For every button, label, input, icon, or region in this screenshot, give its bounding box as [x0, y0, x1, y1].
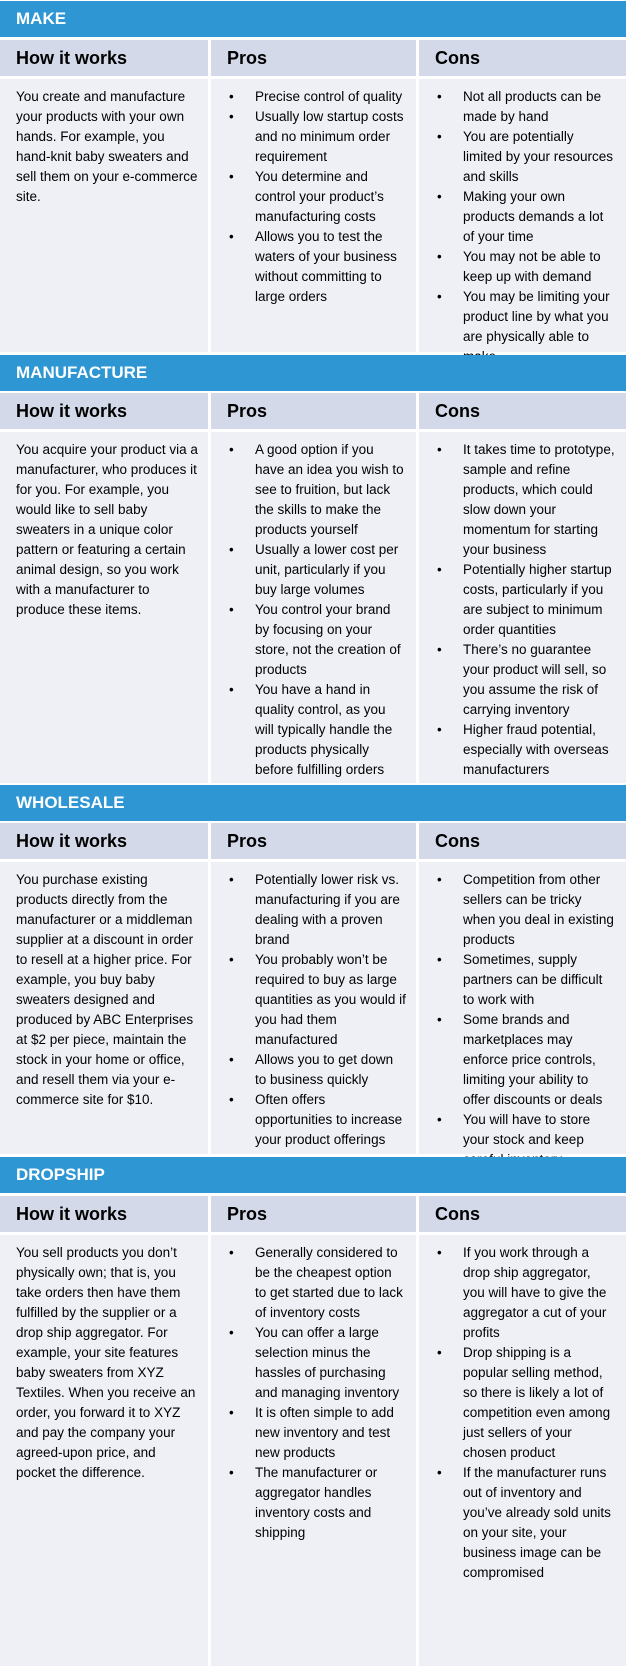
section-title-wholesale: WHOLESALE	[0, 785, 626, 821]
list-item: • Usually a lower cost per unit, particularly if you buy large volumes	[227, 540, 406, 600]
pros-cell	[211, 862, 416, 1154]
pros-cell	[211, 79, 416, 352]
header-pros: Pros	[211, 1196, 416, 1232]
how-it-works-text: You create and manufacture your products with your own hands. For example, you hand-knit baby sweaters and sell them on your e-commerce site.	[0, 79, 208, 352]
list-item: • You have a hand in quality control, as you will typically handle the products physically before fulfilling orders	[227, 680, 406, 780]
list-item: • Not all products can be made by hand	[435, 87, 616, 127]
list-item: • There’s no guarantee your product will sell, so you assume the risk of carrying inventory	[435, 640, 616, 720]
list-item: • Allows you to get down to business quickly	[227, 1050, 406, 1090]
list-item: • Drop shipping is a popular selling method, so there is likely a lot of competition even among just sellers of your chosen product	[435, 1343, 616, 1463]
cons-list	[435, 870, 616, 1170]
section-title-dropship: DROPSHIP	[0, 1157, 626, 1193]
list-item: • You probably won’t be required to buy as large quantities as you would if you had them manufactured	[227, 950, 406, 1050]
list-item: • If the manufacturer runs out of inventory and you’ve already sold units on your site, your business image can be compromised	[435, 1463, 616, 1583]
list-item: • Allows you to test the waters of your business without committing to large orders	[227, 227, 406, 307]
header-cons: Cons	[419, 823, 626, 859]
pros-list	[227, 440, 406, 780]
header-cons: Cons	[419, 1196, 626, 1232]
list-item: • Generally considered to be the cheapest option to get started due to lack of inventory costs	[227, 1243, 406, 1323]
pros-cell	[211, 1235, 416, 1666]
list-item: • The manufacturer or aggregator handles inventory costs and shipping	[227, 1463, 406, 1543]
header-cons: Cons	[419, 393, 626, 429]
how-it-works-text: You purchase existing products directly from the manufacturer or a middleman supplier at a discount in order to resell at a higher price. For example, you buy baby sweaters designed and produced by ABC Enterprises at $2 per piece, maintain the stock in your home or office, and resell them via your e-commerce site for $10.	[0, 862, 208, 1154]
list-item: • Potentially higher startup costs, particularly if you are subject to minimum order quantities	[435, 560, 616, 640]
header-how-it-works: How it works	[0, 1196, 208, 1232]
list-item: • You control your brand by focusing on your store, not the creation of products	[227, 600, 406, 680]
list-item: • You may be limiting your product line by what you are physically able to	[435, 287, 616, 367]
section-title-manufacture: MANUFACTURE	[0, 355, 626, 391]
cons-list	[435, 1243, 616, 1583]
list-item: • Higher fraud potential, especially with overseas manufacturers	[435, 720, 616, 780]
list-item: • You will have to store your stock and keep	[435, 1110, 616, 1170]
list-item: • Competition from other sellers can be tricky when you deal in existing products	[435, 870, 616, 950]
how-it-works-text: You acquire your product via a manufacturer, who produces it for you. For example, you would like to sell baby sweaters in a unique color pattern or featuring a certain animal design, so you work with a manufacturer to produce these items.	[0, 432, 208, 783]
header-how-it-works: How it works	[0, 393, 208, 429]
list-item: • Potentially lower risk vs. manufacturing if you are dealing with a proven brand	[227, 870, 406, 950]
header-how-it-works: How it works	[0, 40, 208, 76]
cons-list	[435, 440, 616, 780]
header-cons: Cons	[419, 40, 626, 76]
pros-list	[227, 87, 406, 307]
list-item: • If you work through a drop ship aggregator, you will have to give the aggregator a cut of your profits	[435, 1243, 616, 1343]
header-pros: Pros	[211, 393, 416, 429]
cons-cell	[419, 79, 626, 352]
header-how-it-works: How it works	[0, 823, 208, 859]
list-item: • Usually low startup costs and no minimum order requirement	[227, 107, 406, 167]
header-pros: Pros	[211, 40, 416, 76]
list-item: • Precise control of quality	[227, 87, 406, 107]
header-pros: Pros	[211, 823, 416, 859]
pros-list	[227, 870, 406, 1150]
cons-cell	[419, 432, 626, 783]
list-item: • Sometimes, supply partners can be difficult to work with	[435, 950, 616, 1010]
list-item: • Making your own products demands a lot of your time	[435, 187, 616, 247]
pros-cell	[211, 432, 416, 783]
list-item: • Often offers opportunities to increase your product offerings	[227, 1090, 406, 1150]
list-item: • You may not be able to keep up with demand	[435, 247, 616, 287]
section-title-make: MAKE	[0, 1, 626, 37]
cons-cell	[419, 1235, 626, 1666]
list-item: • It is often simple to add new inventory and test new products	[227, 1403, 406, 1463]
list-item: • You determine and control your product’s manufacturing costs	[227, 167, 406, 227]
cons-list	[435, 87, 616, 367]
list-item: • You are potentially limited by your resources and skills	[435, 127, 616, 187]
how-it-works-text: You sell products you don’t physically own; that is, you take orders then have them fulfilled by the supplier or a drop ship aggregator. For example, your site features baby sweaters from XYZ Textiles. When you receive an order, you forward it to XYZ and pay the company your agreed-upon price, and pocket the difference.	[0, 1235, 208, 1666]
list-item: • A good option if you have an idea you wish to see to fruition, but lack the skills to make the products yourself	[227, 440, 406, 540]
pros-list	[227, 1243, 406, 1543]
cons-cell	[419, 862, 626, 1154]
list-item: • You can offer a large selection minus the hassles of purchasing and managing inventory	[227, 1323, 406, 1403]
list-item: • It takes time to prototype, sample and refine products, which could slow down your momentum for starting your business	[435, 440, 616, 560]
list-item: • Some brands and marketplaces may enforce price controls, limiting your ability to offer discounts or deals	[435, 1010, 616, 1110]
